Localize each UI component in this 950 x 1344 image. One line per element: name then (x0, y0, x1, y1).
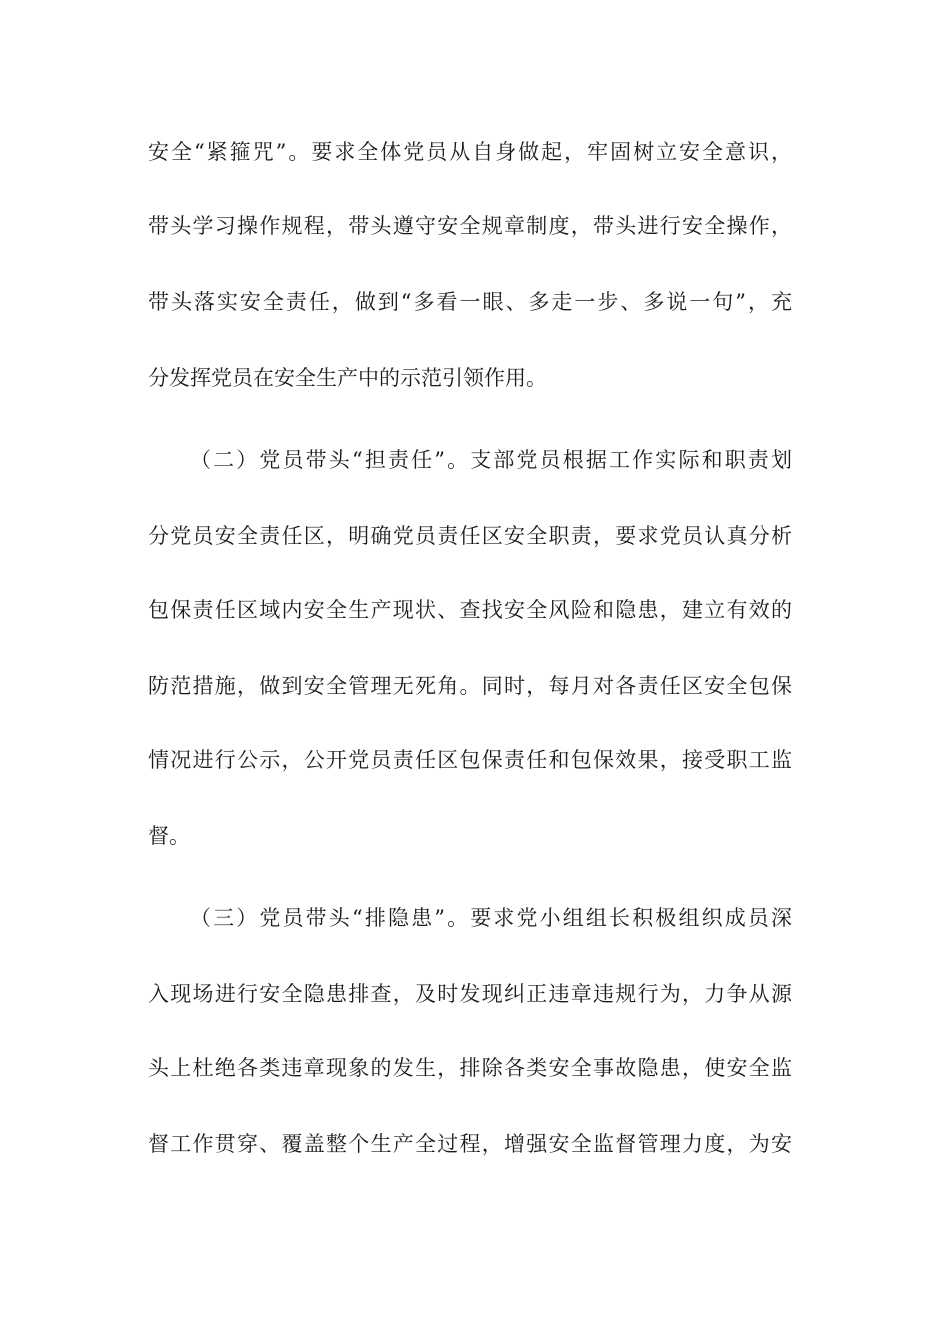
text-line: 防范措施，做到安全管理无死角。同时，每月对各责任区安全包保 (148, 674, 792, 698)
text-line: 督工作贯穿、覆盖整个生产全过程，增强安全监督管理力度，为安 (148, 1132, 792, 1156)
text-line: 分党员安全责任区，明确党员责任区安全职责，要求党员认真分析 (148, 524, 792, 548)
text-line: 头上杜绝各类违章现象的发生，排除各类安全事故隐患，使安全监 (148, 1056, 792, 1080)
text-line: 情况进行公示，公开党员责任区包保责任和包保效果，接受职工监 (148, 748, 792, 772)
text-line: 入现场进行安全隐患排查，及时发现纠正违章违规行为，力争从源 (148, 982, 792, 1006)
text-line: 督。 (148, 824, 190, 848)
paragraph-heading-line: （二）党员带头“担责任”。支部党员根据工作实际和职责划 (190, 448, 792, 472)
text-line: 分发挥党员在安全生产中的示范引领作用。 (148, 366, 547, 390)
paragraph-heading-line: （三）党员带头“排隐患”。要求党小组组长积极组织成员深 (190, 906, 792, 930)
text-line: 包保责任区域内安全生产现状、查找安全风险和隐患，建立有效的 (148, 598, 792, 622)
text-line: 带头学习操作规程，带头遵守安全规章制度，带头进行安全操作， (148, 214, 792, 238)
text-line: 安全“紧箍咒”。要求全体党员从自身做起，牢固树立安全意识， (148, 140, 792, 164)
text-line: 带头落实安全责任，做到“多看一眼、多走一步、多说一句”，充 (148, 290, 792, 314)
